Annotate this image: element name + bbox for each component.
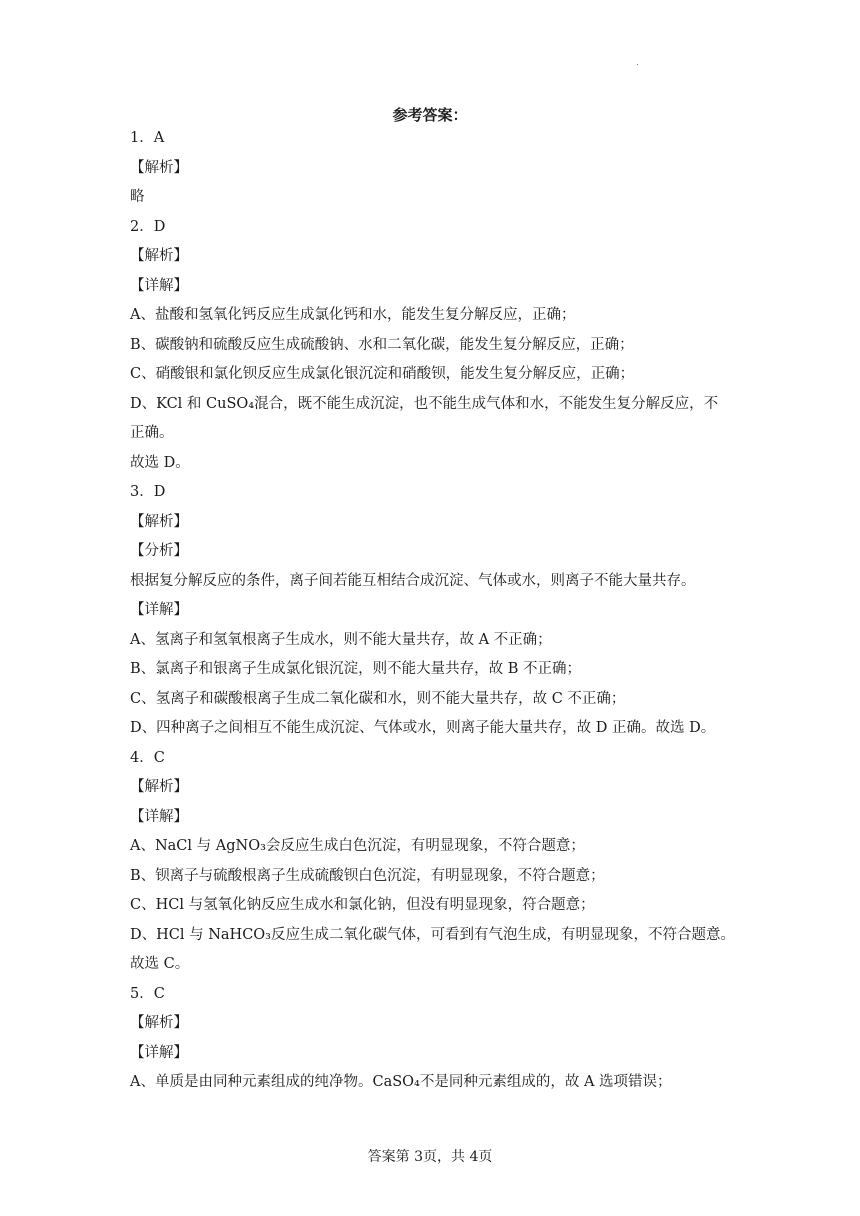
answer-line: 5．C [130, 985, 165, 1002]
answer-line: A、单质是由同种元素组成的纯净物。CaSO₄不是同种元素组成的，故 A 选项错误； [130, 1074, 672, 1090]
answer-line: 【解析】 [130, 779, 188, 795]
answer-line: D、KCl 和 CuSO₄混合，既不能生成沉淀，也不能生成气体和水，不能发生复分解反应，不 [130, 395, 719, 412]
answer-line: D、四种离子之间相互不能生成沉淀、气体或水，则离子能大量共存，故 D 正确。故选 D。 [130, 720, 716, 736]
answer-content [130, 124, 736, 1098]
header-dot: . [636, 58, 639, 68]
page-title: 参考答案： [392, 106, 468, 124]
answer-line: 3．D [130, 484, 166, 500]
answer-line: 【解析】 [130, 159, 188, 176]
answer-line: A、盐酸和氢氧化钙反应生成氯化钙和水，能发生复分解反应，正确； [130, 307, 576, 323]
answer-line: 2．D [130, 218, 166, 235]
answer-line: 故选 C。 [130, 956, 190, 972]
answer-line: 正确。 [130, 425, 174, 441]
answer-line: 【详解】 [130, 808, 188, 825]
answer-line: A、NaCl 与 AgNO₃会反应生成白色沉淀，有明显现象，不符合题意； [130, 838, 585, 854]
answer-line: 【详解】 [130, 602, 188, 618]
answer-line: A、氢离子和氢氧根离子生成水，则不能大量共存，故 A 不正确； [130, 631, 552, 648]
answer-line: 故选 D。 [130, 454, 190, 471]
page-footer: 答案第 3页，共 4页 [367, 1149, 493, 1165]
answer-line: 【分析】 [130, 543, 188, 559]
answer-line: 【详解】 [130, 277, 188, 294]
answer-line: 【解析】 [130, 513, 188, 530]
answer-line: 【详解】 [130, 1044, 188, 1061]
answer-line: B、钡离子与硫酸根离子生成硫酸钡白色沉淀，有明显现象，不符合题意； [130, 867, 605, 884]
answer-line: D、HCl 与 NaHCO₃反应生成二氧化碳气体，可看到有气泡生成，有明显现象，不符合题意。 [130, 926, 735, 943]
answer-line: 略 [130, 189, 145, 205]
answer-line: 【解析】 [130, 248, 188, 264]
answer-line: 根据复分解反应的条件，离子间若能互相结合成沉淀、气体或水，则离子不能大量共存。 [130, 572, 696, 589]
answer-line: 4．C [130, 749, 165, 766]
answer-line: C、HCl 与氢氧化钠反应生成水和氯化钠，但没有明显现象，符合题意； [130, 897, 595, 913]
answer-line: 1．A [130, 130, 165, 146]
answer-line: C、氢离子和碳酸根离子生成二氧化碳和水，则不能大量共存，故 C 不正确； [130, 690, 626, 707]
answer-line: 【解析】 [130, 1015, 188, 1031]
answer-line: B、碳酸钠和硫酸反应生成硫酸钠、水和二氧化碳，能发生复分解反应，正确； [130, 336, 634, 353]
answer-line: C、硝酸银和氯化钡反应生成氯化银沉淀和硝酸钡，能发生复分解反应，正确； [130, 366, 635, 382]
answer-line: B、氯离子和银离子生成氯化银沉淀，则不能大量共存，故 B 不正确； [130, 661, 582, 677]
